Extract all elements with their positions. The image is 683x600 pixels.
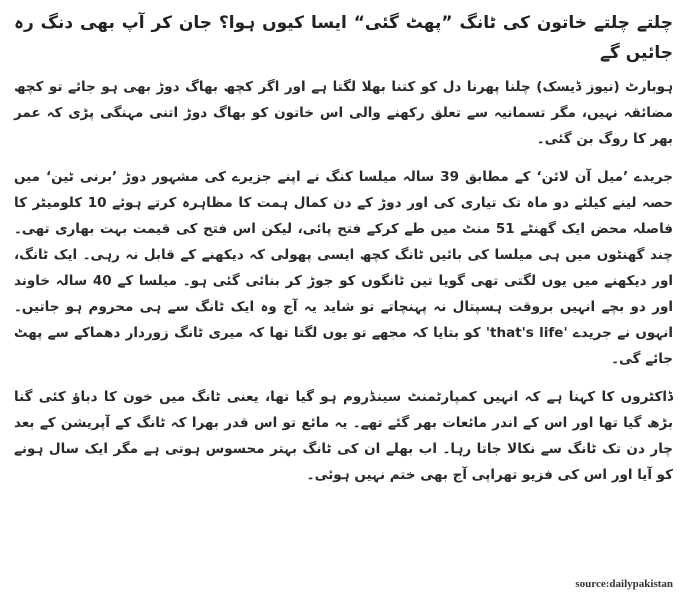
source-credit: source:dailypakistan xyxy=(575,578,673,590)
article-paragraph-3: ڈاکٹروں کا کہنا ہے کہ انہیں کمپارٹمنٹ سینڈروم ہو گیا تھا، یعنی ٹانگ میں خون کا دباؤ کئی گنا بڑھ گیا تھا اور اس کے اندر مائعات بھر گئے تھے۔ یہ مائع تو اس قدر بھرا کہ ٹانگ کے آپریشن کے بعد چار دن تک ٹانگ سے نکالا جاتا رہا۔ اب بھلے ان کی ٹانگ بہتر محسوس ہوتی ہے مگر ایک سال ہونے کو آیا اور اس کی فزیو تھراپی آج بھی ختم نہیں ہوئی۔ xyxy=(14,389,673,483)
article-paragraph-2: جریدے ’میل آن لائن‘ کے مطابق 39 سالہ میلسا کنگ نے اپنے جزیرے کی مشہور دوڑ ’برنی ٹین‘ میں حصہ لینے کیلئے دو ماہ تک تیاری کی اور دوڑ کے دن کمال ہمت کا مظاہرہ کرتے ہوئے 10 کلومیٹر کا فاصلہ محض ایک گھنٹے 51 منٹ میں طے کرکے فتح پائی، لیکن اس فتح کی قیمت بہت بھاری تھی۔ چند گھنٹوں میں ہی میلسا کی بائیں ٹانگ کچھ ایسی پھولی کہ دیکھنے کے قابل نہ رہی۔ ایک ٹانگ، اور دیکھنے میں یوں لگتی تھی گویا تین ٹانگوں کو جوڑ کر بنائی گئی ہو۔ میلسا کے 40 سالہ خاوند اور دو بچے انہیں بروقت ہسپتال نہ پہنچاتے تو شاید یہ آج وہ ایک ٹانگ سے ہی محروم ہو جاتیں۔ انہوں نے جریدے 'that's life' کو بتایا کہ مجھے تو یوں لگتا تھا کہ میری ٹانگ زوردار دھماکے سے پھٹ جائے گی۔ xyxy=(14,169,674,367)
article-headline: چلتے چلتے خاتون کی ٹانگ ”پھٹ گئی“ ایسا کیوں ہوا؟ جان کر آپ بھی دنگ رہ جائیں گے xyxy=(14,13,673,63)
article-paragraph-1: ہوبارٹ (نیوز ڈیسک) چلنا پھرنا دل کو کتنا بھلا لگتا ہے اور اگر کچھ بھاگ دوڑ بھی ہو جائے تو کچھ مضائقہ نہیں، مگر تسمانیہ سے تعلق رکھنے والی اس خاتون کو بھاگ دوڑ اتنی مہنگی پڑی کہ عمر بھر کا روگ بن گئی۔ xyxy=(14,79,673,147)
article xyxy=(14,8,673,500)
